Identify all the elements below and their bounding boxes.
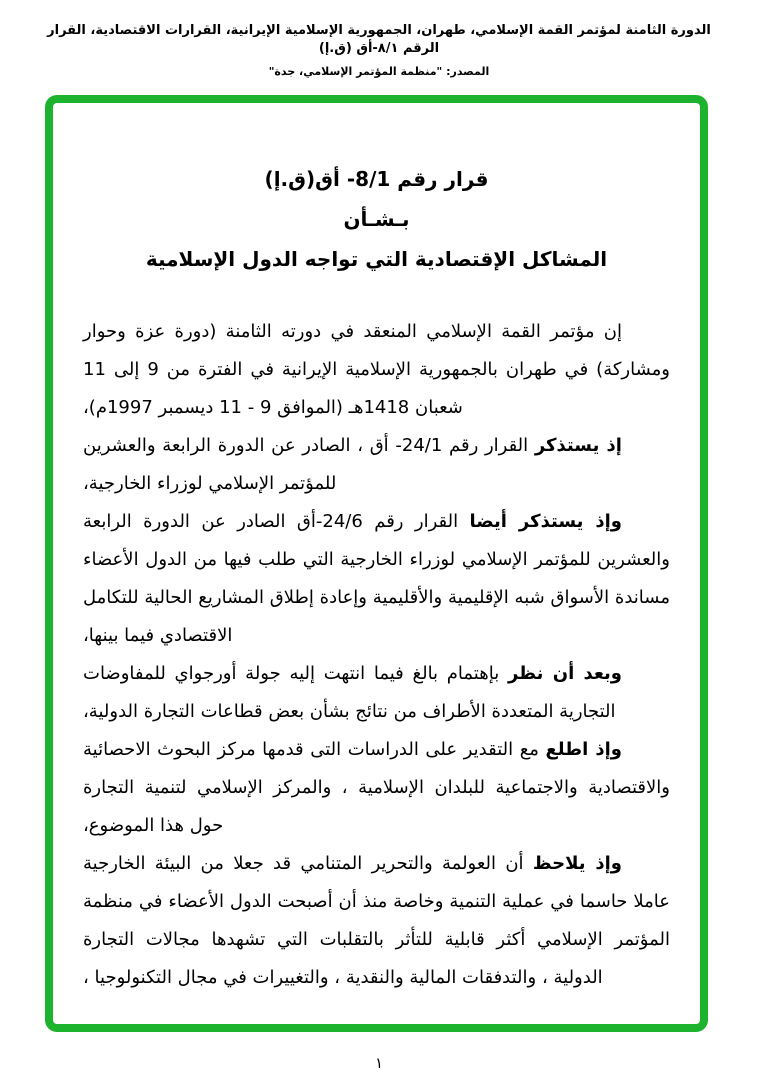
paragraph-lead: وإذ اطلع: [545, 739, 622, 760]
paragraph-lead: وإذ يلاحظ: [532, 853, 622, 874]
document-header: [0, 22, 758, 78]
header-source: المصدر: "منظمة المؤتمر الإسلامي، جدة": [268, 65, 490, 79]
resolution-number: قرار رقم 8/1- أق(ق.إ): [264, 167, 489, 191]
paragraph-having-reviewed: [83, 731, 670, 845]
header-citation: الدورة الثامنة لمؤتمر القمة الإسلامي، طهران، الجمهورية الإسلامية الإيرانية، القرارات الاقتصادية، القرار الرقم ٨/١-أق (ق.إ): [47, 23, 711, 57]
paragraph-having-considered: [83, 655, 670, 731]
paragraph-recalling: [83, 427, 670, 503]
paragraph-text: القرار رقم 24/1- أق ، الصادر عن الدورة الرابعة والعشرين للمؤتمر الإسلامي لوزراء الخارجية،: [83, 435, 535, 494]
resolution-regarding: بـشـأن: [343, 207, 410, 231]
paragraph-recalling-also: [83, 503, 670, 655]
paragraph-lead: وإذ يستذكر أيضا: [469, 511, 622, 532]
document-border-frame: [45, 95, 708, 1032]
paragraph-noting: [83, 845, 670, 997]
paragraph-text: بإهتمام بالغ فيما انتهت إليه جولة أورجواي للمفاوضات التجارية المتعددة الأطراف من نتائج بشأن بعض قطاعات التجارة الدولية،: [83, 663, 616, 722]
paragraph-preamble: [83, 313, 670, 427]
page-number: ١: [374, 1054, 384, 1072]
resolution-title-block: [83, 159, 670, 279]
resolution-subject: المشاكل الإقتصادية التي تواجه الدول الإسلامية: [145, 247, 608, 271]
paragraph-text: أن العولمة والتحرير المتنامي قد جعلا من البيئة الخارجية عاملا حاسما في عملية التنمية وخاصة منذ أن أصبحت الدول الأعضاء في منظمة المؤتمر الإسلامي أكثر قابلية للتأثر بالتقلبات التي تشهدها مجالات التجارة الدولية ، والتدفقات المالية والنقدية ، والتغييرات في مجال التكنولوجيا ،: [83, 853, 670, 988]
paragraph-text: إن مؤتمر القمة الإسلامي المنعقد في دورته الثامنة (دورة عزة وحوار ومشاركة) في طهران بالجمهورية الإسلامية الإيرانية في الفترة من 9 إلى 11 شعبان 1418هـ (الموافق 9 - 11 ديسمبر 1997م)،: [83, 321, 670, 418]
resolution-body: [83, 313, 670, 997]
paragraph-text: القرار رقم 24/6-أق الصادر عن الدورة الرابعة والعشرين للمؤتمر الإسلامي لوزراء الخارجية التي طلب فيها من الدول الأعضاء مساندة الأسواق شبه الإقليمية والأقليمية وإعادة إطلاق المشاريع الحالية للتكامل الاقتصادي فيما بينها،: [83, 511, 670, 646]
paragraph-lead: إذ يستذكر: [534, 435, 622, 456]
paragraph-text: مع التقدير على الدراسات التى قدمها مركز البحوث الاحصائية والاقتصادية والاجتماعية للبلدان الإسلامية ، والمركز الإسلامي لتنمية التجارة حول هذا الموضوع،: [83, 739, 670, 836]
paragraph-lead: وبعد أن نظر: [507, 663, 622, 684]
